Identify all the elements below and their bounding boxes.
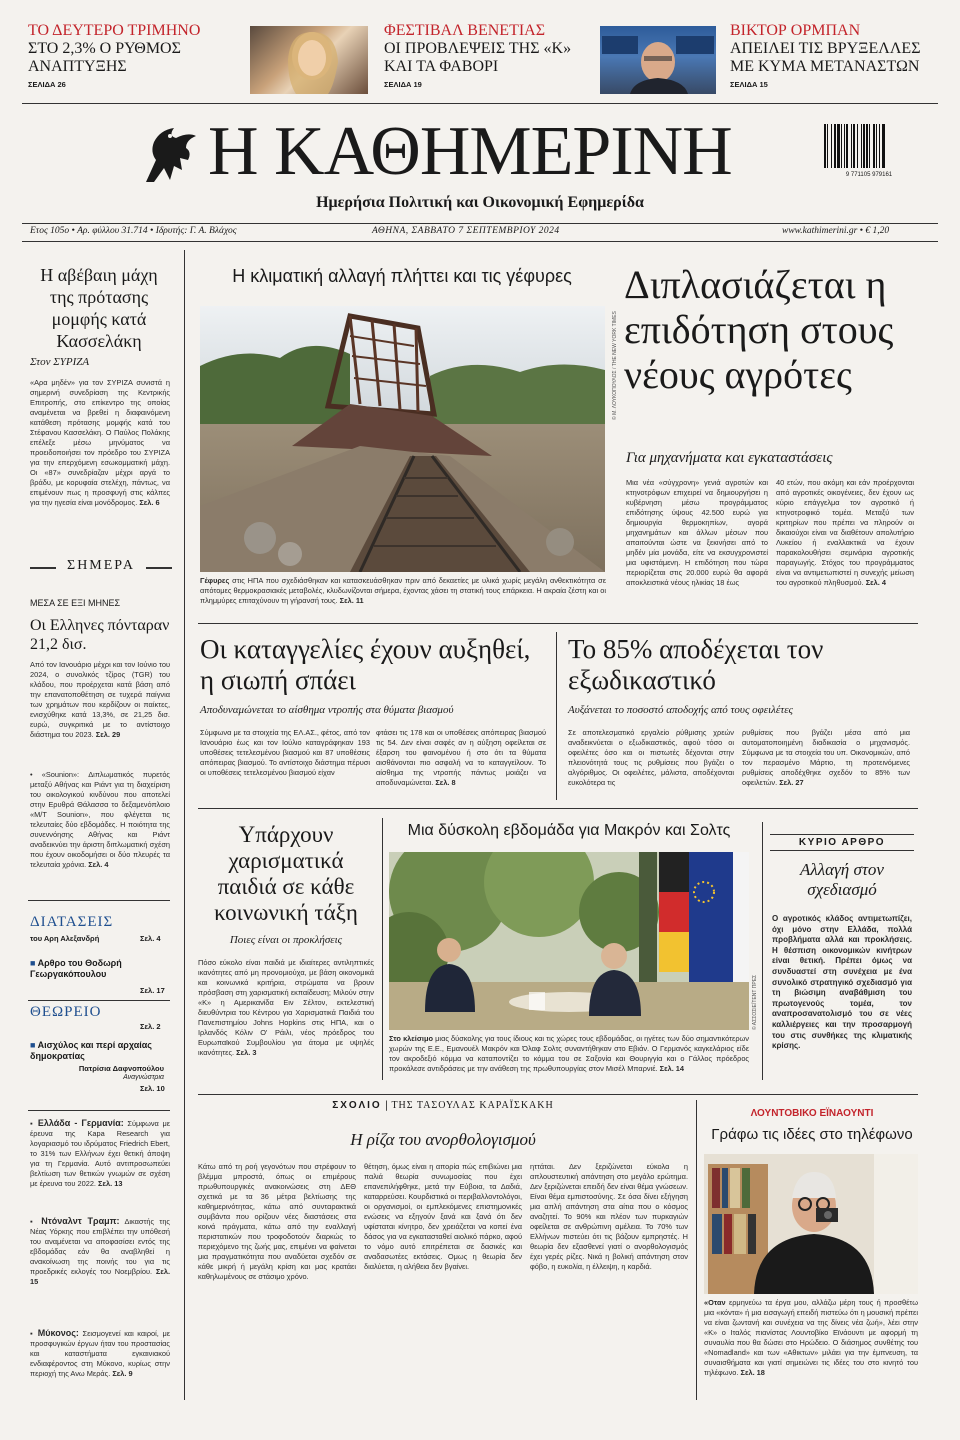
op2-ref: Σελ. 10 (140, 1084, 165, 1093)
farmers-sub: Για μηχανήματα και εγκαταστάσεις (626, 450, 833, 466)
today-kicker: ΜΕΣΑ ΣΕ ΕΞΙ ΜΗΝΕΣ (30, 598, 121, 608)
masthead-title: Η ΚΑΘΗΜΕΡΙΝΗ (208, 113, 732, 190)
farmers-headline[interactable]: Διπλασιάζεται η επιδότηση στους νέους αγρότες (624, 262, 894, 397)
caption-text: μιας δύσκολης για τους ίδιους και τις χώρες τους εβδομάδας, οι ηγέτες των δύο σημαντικότερων χωρών της Ε.Ε., Εμανουέλ Μακρόν και Όλαφ Σολτς συναντήθηκαν στο Εβιάν. Ο Γερμανός καγκελάριος είδε τον ακροδεξιό κόμμα να καταποντίζει το κόμμα του σε Σαξονία και Θουριγγία και ο Γάλλος πρόεδρος προκάλεσε αντιδράσεις με την ανάθεση της πρωθυπουργίας στον Μισέλ Μπαρνιέ. (389, 1034, 749, 1073)
complaints-sub: Αποδυναμώνεται το αίσθημα ντροπής στα θύματα βιασμού (200, 704, 454, 716)
orban-portrait-icon (600, 26, 716, 94)
site-and-price[interactable]: www.kathimerini.gr • € 1,20 (782, 226, 890, 236)
comment-label: ΣΧΟΛΙΟ (332, 1100, 382, 1111)
actress-portrait-icon (250, 26, 368, 94)
brief-text: Σεισμογενεί και καιροί, με προσφυγικών έργων ήταν του προστασίας και καταστήματα εγκαινιακού ενδιαφέροντος στη Μύκονο, κυρίως στην περιοχή της Ανω Μεράς. (30, 1329, 170, 1378)
comment-col3: ηττάται. Δεν ξεριζώνεται εύκολα η απλουστευτική απάντηση στο μεγάλο ερώτημα. Δεν ξεριζώνεται επειδή δεν είναι θέμα γνώσεων. Είναι θέμα εμπιστοσύνης. Σε όσα δίνει εξήγηση μια απλή απάντηση στα αίτια που ο κόσμος αναζητεί. Το 90% και πλέον των πυρκαγιών οφείλεται σε ανθρώπινη αμέλεια. Το 70% των Ελλήνων πιστεύει ότι τις βάζουν εμπρηστές. Η θεωρία δεν εξασθενεί γιατί ο ανορθολογισμός έχει γερές ρίζες. Νικά η βολική απάντηση στον φόβο, η ευκολία, η έλλειψη, η καρδιά. (530, 1162, 688, 1271)
barcode-bar (882, 124, 885, 168)
barcode-bar (876, 124, 877, 168)
sounion-ref: Σελ. 4 (88, 860, 109, 869)
gifted-text: Πόσο εύκολο είναι παιδιά με ιδιαίτερες αντιληπτικές ικανότητες από μη προνομιούχα, με βάση οικονομικά και κοινωνικά κριτήρια, στρώματα να βρουν πρόσβαση στη χαρισματική εκπαίδευση; Μιλούν στην «Κ» η Αμερικανίδα Ειν Σέλτον, εκτελεστική διευθύντρια του Κέντρου για Χαρισματικά Παιδιά του Πανεπιστημίου Johns Hopkins στις ΗΠΑ, και ο Ιρλανδός Κόλιν Ο' Ράιλι, νέος πρόεδρος του Ευρωπαϊκού Συμβουλίου για άτομα με υψηλές ικανότητες. (198, 958, 374, 1057)
column-divider (696, 1100, 697, 1400)
teaser-title: ΣΤΟ 2,3% Ο ΡΥΘΜΟΣ ΑΝΑΠΤΥΞΗΣ (28, 40, 181, 75)
teaser-orban[interactable] (730, 22, 935, 100)
bridge-photo (200, 306, 605, 572)
editorial-body: Ο αγροτικός κλάδος αντιμετωπίζει, όχι μόνο στην Ελλάδα, πολλά προβλήματα αλλά και προκλήσεις. Η θέσπιση οικονομικών κινήτρων είναι θετική. Πρέπει όμως να συνδυαστεί στη συνέχεια με ένα συνολικό στρατηγικό σχεδιασμό για τη βιώσιμη αναβάθμιση του πρωτογενούς τομέα, τον αναπροσανατολισμό του σε νέες καλλιέργειες και την προσαρμογή του στις συνθήκες της κλιματικής κρίσης. (772, 914, 912, 1051)
teaser-title: ΑΠΕΙΛΕΙ ΤΙΣ ΒΡΥΞΕΛΛΕΣ ΜΕ ΚΥΜΑ ΜΕΤΑΝΑΣΤΩΝ (730, 40, 921, 75)
extrajudicial-col2-text: ρυθμίσεις που βγάζει μέσα από μια αυτοματοποιημένη διαδικασία ο μηχανισμός. Σύμφωνα με τα στοιχεία του υπ. Οικονομικών, από τον περασμένο Μάρτιο, τη προτεινόμενες ρυθμίσεις αποδέχθηκε σχεδόν το 85% των οφειλετών. (742, 728, 910, 787)
einaudi-portrait-illustration-icon (704, 1154, 918, 1294)
teaser-growth[interactable] (28, 22, 228, 100)
barcode-number: 9 771105 979161 (845, 172, 893, 178)
barcode-bar (827, 124, 828, 168)
barcode-bar (861, 124, 862, 168)
gifted-headline[interactable]: Υπάρχουν χαρισματικά παιδιά σε κάθε κοινωνική τάξη (214, 822, 358, 925)
betting-body (30, 660, 170, 764)
gifted-ref: Σελ. 3 (236, 1048, 257, 1057)
farmers-col2-text: 40 ετών, που ακόμη και εάν προέρχονται από αγροτικές οικογένειες, δεν έχουν ως κύριο επάγγελμα τον αγροτικό ή κτηνοτροφικό τομέα. Μεταξύ των κριτηρίων που πρέπει να πληρούν οι δικαιούχοι είναι να διαθέτουν απολυτήριο Λυκείου ή εναλλακτικά να έχουν παρακολουθήσει σεμινάρια αγροτικής παραγωγής. Στόχος του προγράμματος είναι να αντιμετωπιστεί η συνεχής μείωση του αγροτικού πληθυσμού. (776, 478, 914, 587)
barcode-bar (837, 124, 840, 168)
op1-ref: Σελ. 17 (140, 986, 165, 995)
barcode-bar (846, 124, 848, 168)
betting-text: Από τον Ιανουάριο μέχρι και τον Ιούνιο του 2024, ο συνολικός τζίρος (TGR) του κλάδου, που προέρχεται κατά βάση από την επανατοποθέτηση σε τυχερά παίγνια των χρημάτων που κερδίζουν οι παίκτες, ενισχύθηκε κατά 13,3%, σε 21,25 δισ. ευρώ, συγκριτικά με το αντίστοιχο διάστημα του 2023. (30, 660, 170, 739)
issue-date: ΑΘΗΝΑ, ΣΑΒΒΑΤΟ 7 ΣΕΠΤΕΜΒΡΙΟΥ 2024 (372, 226, 560, 236)
divider (28, 1000, 170, 1001)
brief-lead: Ντόναλντ Τραμπ: (41, 1216, 120, 1226)
barcode-bar (831, 124, 832, 168)
editorial-headline[interactable]: Αλλαγή στον σχεδιασμό (800, 860, 884, 899)
barcode-bar (869, 124, 870, 168)
extrajudicial-sub: Αυξάνεται το ποσοστό αποδοχής από τους οφειλέτες (568, 704, 793, 716)
column-divider (184, 250, 185, 1400)
divider (30, 567, 56, 569)
divider (22, 241, 938, 242)
brief-germany: ▪ Ελλάδα - Γερμανία: Σύμφωνα με έρευνα της Kapa Research για λογαριασμό του ιδρύματος Friedrich Ebert, το 31% των Ελλήνων έχει θετική άποψη για τη Γερμανία. Αυτό αντιπροσωπεύει βελτίωση των θετικών γνωμών σε σχέση με έρευνα του 2022. Σελ. 13 (30, 1118, 170, 1188)
comment-headline[interactable]: Η ρίζα του ανορθολογισμού (350, 1130, 536, 1149)
syriza-headline[interactable]: Η αβέβαιη μάχη της πρότασης μομφής κατά Κασσελάκη (40, 265, 158, 351)
editorial-kicker: ΚΥΡΙΟ ΑΡΘΡΟ (770, 834, 914, 851)
column-divider (556, 632, 557, 800)
bullet-icon: ■ (30, 1040, 36, 1050)
divider (22, 103, 938, 104)
brief-ref: Σελ. 15 (30, 1267, 170, 1286)
brief-mykonos: ▪ Μύκονος: Σεισμογενεί και καιροί, με προσφυγικών έργων ήταν του προστασίας και καταστήματα εγκαινιακού ενδιαφέροντος στη Μύκονο, κυρίως στην περιοχή της Ανω Μεράς. Σελ. 9 (30, 1328, 170, 1378)
separator: | (384, 1100, 392, 1111)
bridge-photo-credit: © Μ. ΛΟΥΚΟΠΟΥΛΟΣ / THE NEW YORK TIMES (612, 311, 618, 420)
leaders-meeting-illustration-icon (389, 852, 749, 1030)
macron-headline[interactable]: Μια δύσκολη εβδομάδα για Μακρόν και Σολτς (407, 822, 731, 839)
barcode-bar (857, 124, 858, 168)
comment-col2: θέτηση, όμως είναι η απορία πώς επιβιώνει μια παλιά θεωρία συνωμοσίας που έχει επανεπιλήφθηκε, μετά την Εύβοια, τα Δαδιά, καταρρεύσει. Κουρδιστικά οι περιβαλλοντολόγοι, οι οργανισμοί, οι εμπλεκόμενες επιστημονικές ενώσεις να εξηγούν ξανά και ξανά ότι δεν υφίσταται κίνητρο, δεν χρειάζεται να κοπεί ένα δάσος για να εγκατασταθεί αιολικό πάρκο, αφού το νόμο αυτό επιτρέπεται σε δασικές και αναδασωτέες εκτάσεις. Ομως η θεωρία δεν διαλύεται, η αλήθεια δεν βγαίνει. (364, 1162, 522, 1271)
einaudi-headline[interactable]: Γράφω τις ιδέες στο τηλέφωνο (711, 1126, 913, 1143)
barcode-bar (841, 124, 842, 168)
teaser-orban-photo (600, 26, 716, 94)
barcode-bar (824, 124, 826, 168)
brief-lead: Ελλάδα - Γερμανία: (37, 1118, 124, 1128)
syriza-body (30, 378, 170, 542)
sounion-brief: • «Sounion»: Διπλωματικός πυρετός μεταξύ Αθήνας και Ριάντ για τη διαχείριση του οικολογικού κινδύνου που αποτελεί στην Ερυθρά Θάλασσα το δεξαμενόπλοιο «M/T Sounion», που φλέγεται τις τελευταίες δύο εβδομάδες. Η ποιότητα της συνεννόησης Αθήνας και Ριάντ αναδεικνύει την άριστη διπλωματική σχέση που έχουν οικοδομήσει οι δύο πλευρές τα τελευταία χρόνια. Σελ. 4 (30, 770, 170, 869)
bridge-caption (200, 576, 606, 610)
divider (198, 623, 918, 624)
teaser-kicker: ΦΕΣΤΙΒΑΛ ΒΕΝΕΤΙΑΣ (384, 22, 546, 39)
divider (198, 1094, 918, 1095)
op2-role: Αναγνώστρια (123, 1074, 164, 1081)
complaints-col1: Σύμφωνα με τα στοιχεία της ΕΛ.ΑΣ., φέτος, από τον Ιανουάριο έως και τον Ιούλιο καταγράφηκαν 193 υποθέσεις τετελεσμένου βιασμού και 87 υποθέσεις απόπειρας βιασμού. Το αντίστοιχο διάστημα πέρυσι οι υποθέσεις τετελεσμένου βιασμού είχαν (200, 728, 370, 777)
complaints-col2 (376, 728, 546, 798)
caption-text: ερμηνεύω τα έργα μου, αλλάζω μέρη τους ή προσθέτω μια «κόντα» ή μια εισαγωγή επειδή πιστεύω ότι η μουσική πρέπει να είναι ζωντανή και συνέχεια να της δίνεις νέα ζωή», λέει στην «Κ» ο Ιταλός πιανίστας Λουντοβίκο Εϊνάουντι με αφορμή τη συναυλία που θα δώσει στο Ηρώδειο. Ο διάσημος συνθέτης του «Nomadland» και των «Αθικτων» μιλάει για την έμπνευση, τα συναισθήματα και γιατί σημειώνει τις ιδέες του στο κινητό του τηλέφωνο. (704, 1298, 918, 1377)
griffin-logo-icon (140, 122, 200, 188)
betting-ref: Σελ. 29 (95, 730, 121, 739)
farmers-col1: Μια νέα «σύγχρονη» γενιά αγροτών και κτηνοτρόφων επιχειρεί να δημιουργήσει η κυβέρνηση μέσω προγράμματος επιδότησης ύψους 42.500 ευρώ για δημιουργία θερμοκηπίων, αγορά μηχανημάτων και άλλων μέσων που απαιτούνται ώστε να ξεκινήσει από το μηδέν μία μονάδα, είτε να εκσυγχρονιστεί μια υφιστάμενη. Η επιδότηση που τώρα περιορίζεται στις 20.000 ευρώ θα αφορά αποκλειστικά νέους ηλικίας 18 έως (626, 478, 768, 587)
caption-ref: Σελ. 11 (339, 596, 364, 605)
barcode-bar (866, 124, 868, 168)
brief-ref: Σελ. 13 (98, 1179, 123, 1188)
op-aeschylus[interactable] (30, 1040, 170, 1062)
einaudi-photo (704, 1154, 918, 1294)
brief-text: Σύμφωνα με έρευνα της Kapa Research για λογαριασμό του ιδρύματος Friedrich Ebert, το 31% των Ελλήνων έχει θετική άποψη για τη Γερμανία. Αυτό αντιπροσωπεύει βελτίωση των θετικών γνωμών σε σχέση με έρευνα του 2022. (30, 1119, 170, 1188)
theoreio-label: ΘΕΩΡΕΙΟ (30, 1004, 102, 1020)
teaser-venice[interactable] (384, 22, 584, 100)
diataseis-ref: Σελ. 4 (140, 934, 161, 943)
diataseis-label: ΔΙΑΤΑΣΕΙΣ (30, 914, 114, 930)
extrajudicial-headline[interactable]: Το 85% αποδέχεται τον εξωδικαστικό (568, 634, 824, 695)
caption-ref: Σελ. 18 (740, 1368, 765, 1377)
caption-ref: Σελ. 14 (659, 1064, 685, 1073)
macron-scholz-photo (389, 852, 749, 1030)
op-georgakopoulos[interactable] (30, 958, 170, 980)
complaints-ref: Σελ. 8 (435, 778, 456, 787)
bullet-icon: ■ (30, 958, 36, 968)
caption-lead: «Οταν (704, 1298, 726, 1307)
macron-photo-credit: © ΑΣΣΟΣΙΕΪΤΕΝΤ ΠΡΕΣ (752, 974, 758, 1030)
syriza-text: «Αρα μηδέν» για τον ΣΥΡΙΖΑ συνιστά η σημερινή συνεδρίαση της Κεντρικής Επιτροπής, στο επίκεντρο της οποίας αναμένεται να βρεθεί η διαφαινόμενη κατάθεση πρότασης μομφής κατά του Στέφανου Κασσελάκη. Ο Παύλος Πολάκης επέλεξε μέσω μηνύματος να προειδοποιήσει τον πρόεδρο του ΣΥΡΙΖΑ για την επερχόμενη εσωκομματική μάχη. Οι «87» συνεδρίαζαν μέχρι αργά το βράδυ, με κορυφαία στελέχη, πάντως, να επιμένουν πως η προσφυγή στις κάλπες για την ηγεσία είναι μονόδρομος. (30, 378, 170, 507)
extrajudicial-col1: Σε αποτελεσματικό εργαλείο ρύθμισης χρεών αναδεικνύεται ο εξωδικαστικός, αφού τόσο οι οφειλέτες όσο και οι πιστωτές δέχονται στην πλειονότητά τους τις ρυθμίσεις που βγάζει ο αλγόριθμος. Οι οφειλέτες, μάλιστα, αποδέχονται ευκολότερα τις (568, 728, 734, 787)
barcode-icon (822, 124, 916, 168)
complaints-headline[interactable]: Οι καταγγελίες έχουν αυξηθεί, η σιωπή σπάει (200, 634, 531, 695)
brief-text: Δικαστής της Νέας Υόρκης που επιβλέπει την υπόθεσή του αναμένεται να αποφασίσει εντός της εβδομάδας εάν θα αναβληθεί η ανακοίνωση της ποινής του για τις προεδρικές εκλογές του Νοεμβρίου. (30, 1217, 170, 1276)
caption-lead: Στο κλείσιμο (389, 1034, 434, 1043)
barcode-bar (851, 124, 852, 168)
einaudi-caption (704, 1298, 918, 1398)
betting-headline[interactable]: Οι Ελληνες πόνταραν 21,2 δισ. (30, 617, 170, 653)
barcode (822, 124, 916, 176)
teaser-page: ΣΕΛΙΔΑ 15 (730, 80, 768, 89)
extrajudicial-col2 (742, 728, 910, 798)
comment-col1: Κάτω από τη ροή γεγονότων που στρέφουν το βλέμμα μπροστά, όπως οι επιμέρους πρωθυπουργικές ανακοινώσεις στη ΔΕΘ σχετικά με τα 36 μέτρα βελτίωσης της καθημερινότητας, κάτω από συνταρακτικά συμβάντα που ορίζουν νέες διαστάσεις στα κοινά πράγματα, κάτω από την εναλλαγή περιστατικών που τροφοδοτούν διαρκώς το περιεχόμενο της ζωής μας, επιμένει να φαίνεται μια πραγματικότητα που αναδύεται σχεδόν σε κάθε μικρή ή μεγάλη κρίση και μας κρατάει καθηλωμένους σε στάσιμο χρόνο. (198, 1162, 356, 1281)
brief-lead: Μύκονος: (37, 1328, 79, 1338)
barcode-bar (853, 124, 855, 168)
comment-author: ΤΗΣ ΤΑΣΟΥΛΑΣ ΚΑΡΑΪΣΚΑΚΗ (391, 1100, 554, 1111)
gifted-sub: Ποιες είναι οι προκλήσεις (229, 934, 343, 946)
barcode-bar (834, 124, 836, 168)
extrajudicial-ref: Σελ. 27 (779, 778, 804, 787)
barcode-bar (863, 124, 865, 168)
teaser-page: ΣΕΛΙΔΑ 19 (384, 80, 422, 89)
column-divider (382, 818, 383, 1080)
teaser-title: ΟΙ ΠΡΟΒΛΕΨΕΙΣ ΤΗΣ «Κ» ΚΑΙ ΤΑ ΦΑΒΟΡΙ (384, 40, 572, 75)
brief-ref: Σελ. 9 (112, 1369, 133, 1378)
gifted-body (198, 958, 374, 1080)
teaser-kicker: ΒΙΚΤΟΡ ΟΡΜΠΑΝ (730, 22, 861, 39)
teaser-kicker: ΤΟ ΔΕΥΤΕΡΟ ΤΡΙΜΗΝΟ (28, 22, 201, 39)
caption-lead: Γέφυρες (200, 576, 230, 585)
op2-title: Αισχύλος και περί αρχαίας δημοκρατίας (30, 1040, 152, 1061)
farmers-ref: Σελ. 4 (865, 578, 886, 587)
masthead-subtitle: Ημερήσια Πολιτική και Οικονομική Εφημερίδα (316, 194, 644, 211)
barcode-bar (873, 124, 875, 168)
divider (146, 567, 172, 569)
divider (28, 1110, 170, 1111)
theoreio-ref: Σελ. 2 (140, 1022, 161, 1031)
teaser-page: ΣΕΛΙΔΑ 26 (28, 80, 66, 89)
divider (28, 900, 170, 901)
rail-bridge-illustration-icon (200, 306, 605, 572)
barcode-bar (879, 124, 880, 168)
macron-caption (389, 1034, 749, 1080)
op2-author: Πατρίσια Δαφνοπούλου (78, 1064, 164, 1073)
comment-label-row (198, 1100, 688, 1111)
farmers-col2 (776, 478, 914, 606)
teaser-venice-photo (250, 26, 368, 94)
syriza-ref: Σελ. 6 (139, 498, 160, 507)
sounion-text: «Sounion»: Διπλωματικός πυρετός μεταξύ Αθήνας και Ριάντ για τη διαχείριση του οικολογικού κινδύνου που αποτελεί στην Ερυθρά Θάλασσα το δεξαμενόπλοιο «M/T Sounion», που φλέγεται τις τελευταίες δύο εβδομάδες. Η ποιότητα της συνεννόησης Αθήνας και Ριάντ αναδεικνύει την άριστη διπλωματική σχέση που έχουν οικοδομήσει οι δύο πλευρές τα τελευταία χρόνια. (30, 770, 170, 869)
brief-trump: ▪ Ντόναλντ Τραμπ: Δικαστής της Νέας Υόρκης που επιβλέπει την υπόθεσή του αναμένεται να αποφασίσει εντός της εβδομάδας εάν θα αναβληθεί η ανακοίνωση της ποινής του για τις προεδρικές εκλογές του Νοεμβρίου. Σελ. 15 (30, 1216, 170, 1286)
op1-title: Αρθρο του Θοδωρή Γεωργακόπουλου (30, 958, 122, 979)
divider (22, 223, 938, 224)
divider (198, 808, 918, 809)
caption-text: στις ΗΠΑ που σχεδιάσθηκαν και κατασκευάσθηκαν πριν από δεκαετίες με υλικά χωρίς μεγάλη ανθεκτικότητα σε απότομες θερμοκρασιακές μεταβολές, κλυδωνίζονται σήμερα, έχοντας χάσει τη στατική τους επάρκεια. Η ακραία ζέστη και οι πλημμύρες επιταχύνουν τη γήρανσή τους. (200, 576, 606, 605)
syriza-sub: Στον ΣΥΡΙΖΑ (30, 356, 90, 368)
issue-info: Ετος 105ο • Αρ. φύλλου 31.714 • Ιδρυτής: Γ. Α. Βλάχος (30, 226, 237, 236)
barcode-bar (844, 124, 845, 168)
einaudi-kicker: ΛΟΥΝΤΟΒΙΚΟ ΕΪΝΑΟΥΝΤΙ (750, 1108, 874, 1119)
diataseis-author: του Αρη Αλεξανδρή (30, 934, 100, 943)
today-label: ΣΗΜΕΡΑ (67, 558, 135, 573)
bridge-headline[interactable]: Η κλιματική αλλαγή πλήττει και τις γέφυρες (232, 266, 572, 286)
complaints-col2-text: φτάσει τις 178 και οι υποθέσεις απόπειρας βιασμού τις 54. Δεν είναι σαφές αν η αύξηση οφείλεται σε έξαρση του φαινομένου ή στο ότι τα θύματα αισθάνονται πιο ασφαλή να το καταγγείλουν. Το αίσθημα της ντροπής πάντως μοιάζει να αποδυναμώνεται. (376, 728, 546, 787)
